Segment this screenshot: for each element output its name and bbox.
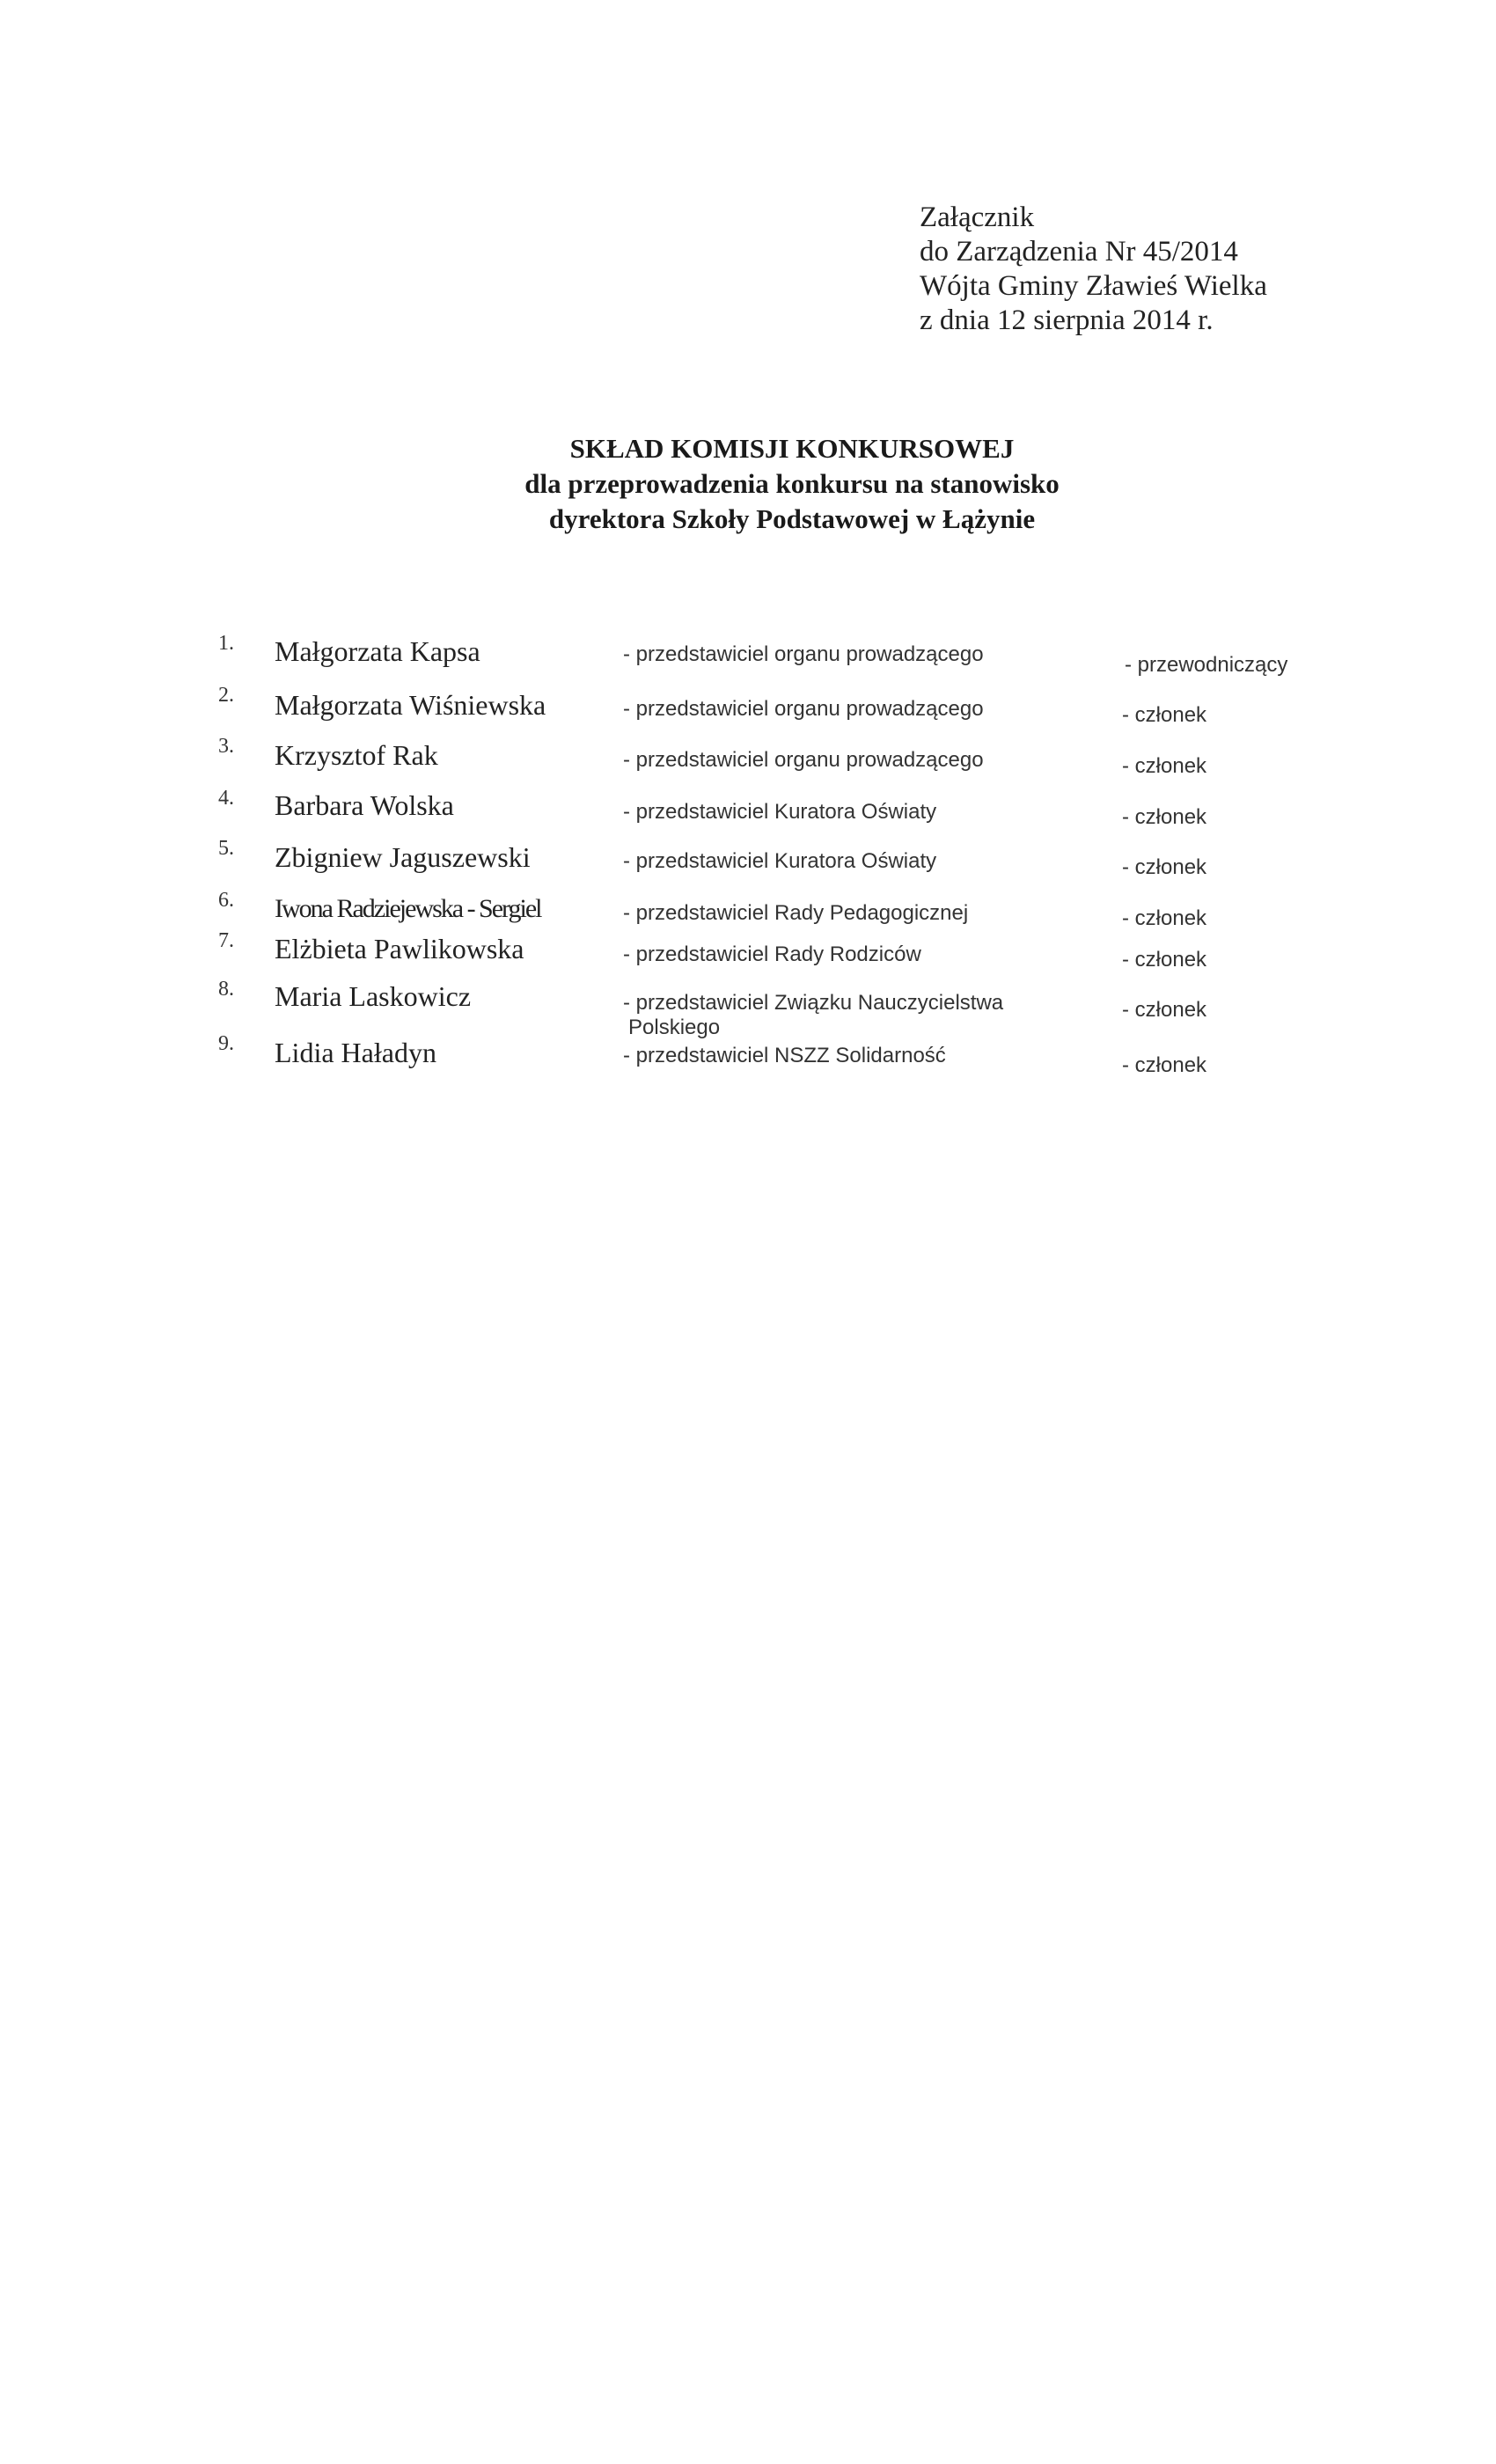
member-representation: - przedstawiciel Rady Rodziców <box>623 942 921 966</box>
member-name: Zbigniew Jaguszewski <box>275 841 531 873</box>
member-representation-line: - przedstawiciel Związku Nauczycielstwa <box>623 991 1004 1015</box>
member-role: - przewodniczący <box>1125 653 1288 677</box>
committee-member-list <box>0 0 1496 1144</box>
member-representation <box>623 991 1003 1040</box>
member-representation: - przedstawiciel organu prowadzącego <box>623 642 984 666</box>
member-name: Lidia Haładyn <box>275 1037 436 1068</box>
member-number: 6. <box>218 889 234 912</box>
member-role: - członek <box>1122 948 1207 972</box>
annex-date: z dnia 12 sierpnia 2014 r. <box>920 304 1214 336</box>
member-role: - członek <box>1122 703 1207 727</box>
member-number: 5. <box>218 837 234 860</box>
member-representation: - przedstawiciel Kuratora Oświaty <box>623 800 937 824</box>
member-role: - członek <box>1122 754 1207 778</box>
member-representation: - przedstawiciel organu prowadzącego <box>623 697 984 721</box>
member-role: - członek <box>1122 906 1207 930</box>
member-name: Elżbieta Pawlikowska <box>275 933 524 964</box>
annex-issuer: Wójta Gminy Zławieś Wielka <box>920 270 1267 302</box>
member-number: 3. <box>218 735 234 758</box>
heading-subtitle-2: dyrektora Szkoły Podstawowej w Łążynie <box>548 503 1036 534</box>
member-role: - członek <box>1122 855 1207 879</box>
member-number: 9. <box>218 1032 234 1055</box>
member-representation: - przedstawiciel Kuratora Oświaty <box>623 849 937 873</box>
annex-title: Załącznik <box>920 202 1035 233</box>
member-number: 7. <box>218 929 234 952</box>
member-role: - członek <box>1122 1053 1207 1077</box>
member-representation: - przedstawiciel organu prowadzącego <box>623 748 984 772</box>
member-number: 1. <box>218 632 234 655</box>
member-number: 8. <box>218 978 234 1001</box>
member-representation: - przedstawiciel NSZZ Solidarność <box>623 1044 946 1067</box>
member-representation: - przedstawiciel Rady Pedagogicznej <box>623 901 969 925</box>
member-representation-continuation: Polskiego <box>628 1016 721 1039</box>
member-role: - członek <box>1122 805 1207 829</box>
member-name: Krzysztof Rak <box>275 739 438 771</box>
member-name: Iwona Radziejewska - Sergiel <box>275 894 541 923</box>
heading-subtitle: dla przeprowadzenia konkursu na stanowisko <box>524 468 1060 499</box>
member-name: Małgorzata Kapsa <box>275 635 480 667</box>
heading-title: SKŁAD KOMISJI KONKURSOWEJ <box>569 433 1015 464</box>
member-name: Barbara Wolska <box>275 789 454 821</box>
member-name: Małgorzata Wiśniewska <box>275 689 546 721</box>
member-role: - członek <box>1122 998 1207 1022</box>
member-number: 2. <box>218 684 234 707</box>
annex-ordinance-ref: do Zarządzenia Nr 45/2014 <box>920 236 1238 268</box>
member-number: 4. <box>218 787 234 810</box>
member-name: Maria Laskowicz <box>275 980 472 1012</box>
